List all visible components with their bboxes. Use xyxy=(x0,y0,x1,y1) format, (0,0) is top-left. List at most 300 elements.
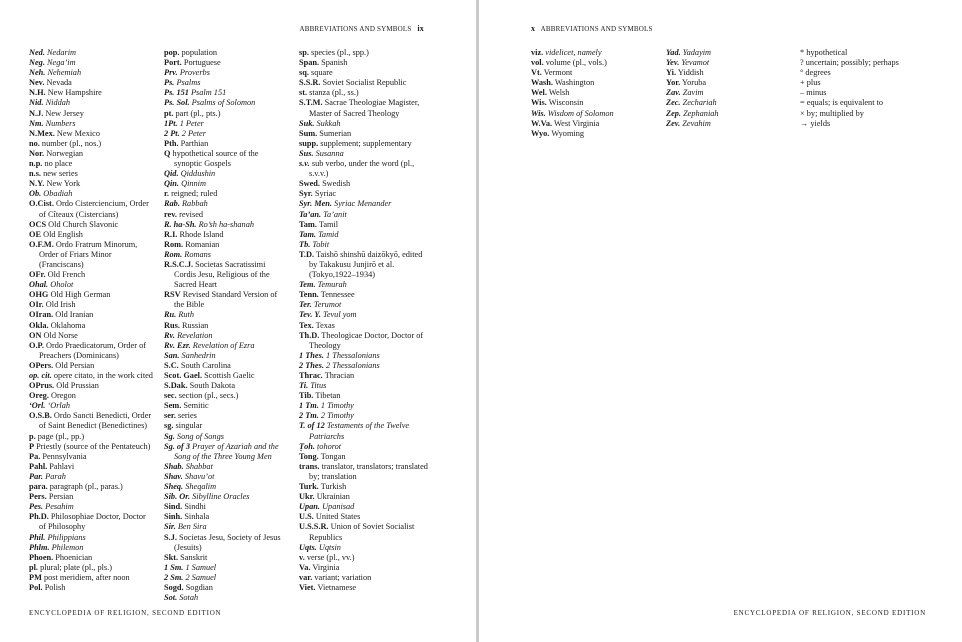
abbreviation-term: rev. xyxy=(164,209,177,219)
abbreviation-entry xyxy=(164,119,288,129)
abbreviation-entry xyxy=(29,310,153,320)
abbreviation-definition: volume (pl., vols.) xyxy=(545,58,607,68)
abbreviation-term: supp. xyxy=(299,138,319,148)
abbreviation-entry xyxy=(164,139,288,149)
abbreviation-definition: Nehemiah xyxy=(47,68,82,78)
abbreviation-term: op. cit. xyxy=(29,371,52,380)
abbreviation-definition: Philemon xyxy=(51,542,84,552)
abbreviation-definition: Sibylline Oracles xyxy=(192,492,250,502)
abbreviation-entry xyxy=(164,472,288,482)
abbreviation-definition: Sacrae Theologiae Magister, Master of Sacred Theology xyxy=(309,98,420,118)
abbreviation-entry xyxy=(299,411,429,421)
abbreviation-term: p. xyxy=(29,431,36,441)
abbreviation-entry xyxy=(164,210,288,220)
abbreviation-entry xyxy=(299,300,429,310)
abbreviation-term: O.P. xyxy=(29,340,44,350)
abbreviation-term: Sib. Or. xyxy=(164,492,191,502)
abbreviation-entry xyxy=(800,109,924,119)
abbreviation-term: Prv. xyxy=(164,68,178,78)
abbreviation-column-2 xyxy=(666,48,790,129)
abbreviation-term: Oreg. xyxy=(29,391,49,401)
abbreviation-entry xyxy=(29,230,153,240)
abbreviation-term: 2 Thes. xyxy=(299,360,324,370)
abbreviation-term: Pers. xyxy=(29,492,47,502)
abbreviation-definition: Rabbah xyxy=(181,199,208,209)
abbreviation-definition: Wisconsin xyxy=(548,98,584,108)
abbreviation-term: Thrac. xyxy=(299,371,323,380)
abbreviation-term: trans. xyxy=(299,461,320,471)
abbreviation-entry xyxy=(29,371,153,381)
abbreviation-term: Sogd. xyxy=(164,582,184,592)
abbreviation-definition: Spanish xyxy=(321,58,348,68)
abbreviation-term: 1 Thes. xyxy=(299,350,324,360)
abbreviation-entry xyxy=(164,391,288,401)
abbreviation-entry xyxy=(164,220,288,230)
abbreviation-definition: Ben Sira xyxy=(177,522,207,532)
abbreviation-definition: Romans xyxy=(184,249,212,259)
abbreviation-term: O.Cist. xyxy=(29,199,54,209)
abbreviation-entry xyxy=(800,119,924,129)
abbreviation-entry xyxy=(164,331,288,341)
abbreviation-entry xyxy=(164,290,288,310)
abbreviation-term: Rom. xyxy=(164,249,183,259)
abbreviation-entry xyxy=(164,593,288,603)
abbreviation-definition: Nevada xyxy=(46,78,72,88)
abbreviation-term: S.S.R. xyxy=(299,78,321,88)
abbreviation-entry xyxy=(164,482,288,492)
abbreviation-entry xyxy=(29,199,153,219)
abbreviation-definition: singular xyxy=(175,421,203,431)
abbreviation-definition: equals; is equivalent to xyxy=(806,98,884,108)
abbreviation-entry xyxy=(29,109,153,119)
abbreviation-entry xyxy=(164,563,288,573)
abbreviation-entry xyxy=(164,533,288,553)
abbreviation-term: U.S. xyxy=(299,512,314,522)
abbreviation-term: sq. xyxy=(299,68,309,78)
abbreviation-entry xyxy=(299,58,429,68)
abbreviation-definition: Soviet Socialist Republic xyxy=(322,78,407,88)
abbreviation-term: Vt. xyxy=(531,68,542,78)
abbreviation-entry xyxy=(666,98,790,108)
page-number: ix xyxy=(417,24,424,33)
abbreviation-definition: opere citato, in the work cited xyxy=(53,371,153,380)
abbreviation-term: Wis. xyxy=(531,108,546,118)
abbreviation-entry xyxy=(29,149,153,159)
abbreviation-column-2 xyxy=(164,48,288,603)
abbreviation-definition: square xyxy=(311,68,333,78)
abbreviation-term: sp. xyxy=(299,48,309,57)
abbreviation-definition: Revelation of Ezra xyxy=(192,340,255,350)
abbreviation-entry xyxy=(299,149,429,159)
abbreviation-definition: Wyoming xyxy=(551,128,584,138)
abbreviation-definition: yields xyxy=(810,118,831,128)
abbreviation-definition: 2 Samuel xyxy=(185,572,217,582)
right-page xyxy=(479,0,962,642)
abbreviation-term: R.I. xyxy=(164,229,178,239)
abbreviation-definition: Old Irish xyxy=(45,300,76,310)
abbreviation-definition: Ordo Sancti Benedicti, Order of Saint Benedict (Benedictines) xyxy=(39,411,152,431)
abbreviation-definition: part (pl., pts.) xyxy=(175,108,221,118)
left-page xyxy=(0,0,476,642)
abbreviation-term: para. xyxy=(29,482,48,492)
abbreviation-definition: Syriac xyxy=(314,189,337,199)
symbol: = xyxy=(800,98,805,108)
abbreviation-definition: Song of Songs xyxy=(176,431,224,441)
abbreviation-term: Turk. xyxy=(299,482,319,492)
symbols-column xyxy=(800,48,924,129)
abbreviation-definition: Priestly (source of the Pentateuch) xyxy=(36,441,151,451)
abbreviation-entry xyxy=(29,290,153,300)
abbreviation-entry xyxy=(29,88,153,98)
abbreviation-term: Qin. xyxy=(164,179,179,189)
abbreviation-entry xyxy=(29,280,153,290)
running-head xyxy=(300,24,424,33)
abbreviation-term: Pth. xyxy=(164,138,179,148)
abbreviation-entry xyxy=(531,78,655,88)
running-head-title: ABBREVIATIONS AND SYMBOLS xyxy=(540,25,653,33)
abbreviation-definition: new series xyxy=(43,169,78,179)
abbreviation-definition: Ukrainian xyxy=(316,492,350,502)
abbreviation-definition: Tamid xyxy=(318,229,339,239)
abbreviation-term: Sum. xyxy=(299,128,318,138)
abbreviation-entry xyxy=(299,321,429,331)
abbreviation-term: Pa. xyxy=(29,451,41,461)
abbreviation-term: Tev. Y. xyxy=(299,310,321,320)
abbreviation-definition: United States xyxy=(315,512,361,522)
abbreviation-term: Ohal. xyxy=(29,280,49,290)
abbreviation-entry xyxy=(164,250,288,260)
abbreviation-term: Sinh. xyxy=(164,512,183,522)
abbreviation-term: Sheq. xyxy=(164,482,184,492)
abbreviation-definition: Nega’im xyxy=(46,58,76,68)
abbreviation-term: pop. xyxy=(164,48,180,57)
abbreviation-entry xyxy=(164,321,288,331)
abbreviation-definition: population xyxy=(181,48,218,57)
page-footer: ENCYCLOPEDIA OF RELIGION, SECOND EDITION xyxy=(29,609,222,617)
abbreviation-definition: Temurah xyxy=(317,280,347,290)
abbreviation-definition: New Jersey xyxy=(45,108,84,118)
abbreviation-entry xyxy=(299,280,429,290)
abbreviation-definition: no place xyxy=(44,159,73,169)
abbreviation-definition: revised xyxy=(179,209,204,219)
abbreviation-definition: Vermont xyxy=(543,68,573,78)
abbreviation-entry xyxy=(299,553,429,563)
abbreviation-definition: Shabbat xyxy=(185,461,213,471)
abbreviation-term: Sem. xyxy=(164,401,182,411)
abbreviation-entry xyxy=(299,48,429,58)
abbreviation-entry xyxy=(299,220,429,230)
abbreviation-definition: paragraph (pl., paras.) xyxy=(49,482,123,492)
abbreviation-entry xyxy=(29,563,153,573)
abbreviation-entry xyxy=(29,502,153,512)
abbreviation-term: Sind. xyxy=(164,502,183,512)
abbreviation-term: pl. xyxy=(29,562,38,572)
abbreviation-entry xyxy=(29,98,153,108)
abbreviation-term: OCS xyxy=(29,219,47,229)
abbreviation-definition: Pahlavi xyxy=(49,461,75,471)
abbreviation-definition: Oklahoma xyxy=(50,320,86,330)
abbreviation-definition: New Mexico xyxy=(56,128,100,138)
abbreviation-term: sec. xyxy=(164,391,177,401)
abbreviation-definition: Ordo Cisterciencium, Order of Cîteaux (Cistercians) xyxy=(39,199,149,219)
abbreviation-term: Wel. xyxy=(531,88,547,98)
abbreviation-definition: Old English xyxy=(43,229,83,239)
abbreviation-term: O.F.M. xyxy=(29,239,54,249)
abbreviation-term: Ti. xyxy=(299,381,309,391)
abbreviation-term: Sg. xyxy=(164,431,175,441)
abbreviation-definition: Old High German xyxy=(50,290,111,300)
abbreviation-entry xyxy=(164,401,288,411)
abbreviation-term: Scot. Gael. xyxy=(164,371,203,380)
abbreviation-term: U.S.S.R. xyxy=(299,522,329,532)
abbreviation-definition: Sanhedrin xyxy=(181,350,216,360)
abbreviation-definition: sub verbo, under the word (pl., s.v.v.) xyxy=(309,159,415,179)
abbreviation-definition: Psalm 151 xyxy=(190,88,227,98)
abbreviation-definition: videlicet, namely xyxy=(545,48,602,57)
abbreviation-entry xyxy=(164,351,288,361)
abbreviation-entry xyxy=(164,310,288,320)
abbreviation-definition: Old Persian xyxy=(55,360,95,370)
abbreviation-entry xyxy=(299,522,429,542)
abbreviation-entry xyxy=(29,240,153,270)
abbreviation-term: RSV xyxy=(164,290,181,300)
abbreviation-definition: uncertain; possibly; perhaps xyxy=(805,58,899,68)
abbreviation-definition: 2 Peter xyxy=(181,128,206,138)
abbreviation-term: Swed. xyxy=(299,179,320,189)
abbreviation-definition: Shavu’ot xyxy=(184,471,215,481)
abbreviation-definition: stanza (pl., ss.) xyxy=(309,88,359,98)
abbreviation-entry xyxy=(29,129,153,139)
abbreviation-entry xyxy=(29,411,153,431)
abbreviation-definition: Sinhala xyxy=(184,512,210,522)
abbreviation-entry xyxy=(164,502,288,512)
abbreviation-entry xyxy=(299,492,429,502)
abbreviation-definition: Semitic xyxy=(183,401,209,411)
abbreviation-entry xyxy=(164,421,288,431)
abbreviation-term: Okla. xyxy=(29,320,49,330)
abbreviation-entry xyxy=(29,482,153,492)
abbreviation-entry xyxy=(164,189,288,199)
abbreviation-entry xyxy=(164,411,288,421)
abbreviation-entry xyxy=(164,522,288,532)
abbreviation-definition: Wisdom of Solomon xyxy=(547,108,614,118)
abbreviation-term: Ps. 151 xyxy=(164,88,189,98)
abbreviation-entry xyxy=(299,189,429,199)
abbreviation-term: Ta’an. xyxy=(299,209,322,219)
abbreviation-definition: Niddah xyxy=(45,98,71,108)
abbreviation-term: OPers. xyxy=(29,360,54,370)
abbreviation-definition: Ta’anit xyxy=(323,209,347,219)
abbreviation-term: ON xyxy=(29,330,42,340)
abbreviation-term: W.Va. xyxy=(531,118,553,128)
abbreviation-entry xyxy=(164,583,288,593)
abbreviation-definition: by; multiplied by xyxy=(806,108,864,118)
abbreviation-entry xyxy=(299,512,429,522)
abbreviation-term: Yev. xyxy=(666,58,680,68)
abbreviation-term: Neg. xyxy=(29,58,45,68)
abbreviation-definition: New Hampshire xyxy=(47,88,102,98)
abbreviation-entry xyxy=(531,58,655,68)
abbreviation-column-3 xyxy=(299,48,429,593)
abbreviation-definition: Tevul yom xyxy=(322,310,357,320)
abbreviation-entry xyxy=(164,492,288,502)
abbreviation-term: Tong. xyxy=(299,451,319,461)
abbreviation-term: Pahl. xyxy=(29,461,48,471)
abbreviation-term: Tam. xyxy=(299,229,316,239)
abbreviation-entry xyxy=(299,129,429,139)
abbreviation-entry xyxy=(531,109,655,119)
abbreviation-term: Phil. xyxy=(29,532,46,542)
abbreviation-term: var. xyxy=(299,572,313,582)
abbreviation-definition: degrees xyxy=(805,68,831,78)
abbreviation-term: Rv. xyxy=(164,330,175,340)
abbreviation-term: Zav. xyxy=(666,88,681,98)
abbreviation-column-1 xyxy=(29,48,153,593)
abbreviation-term: Ukr. xyxy=(299,492,315,502)
abbreviation-entry xyxy=(29,573,153,583)
abbreviation-entry xyxy=(164,78,288,88)
abbreviation-entry xyxy=(164,109,288,119)
abbreviation-term: Uqts. xyxy=(299,542,317,552)
abbreviation-term: Ter. xyxy=(299,300,312,310)
abbreviation-term: st. xyxy=(299,88,308,98)
abbreviation-definition: Sogdian xyxy=(185,582,213,592)
abbreviation-entry xyxy=(29,583,153,593)
abbreviation-term: N.J. xyxy=(29,108,44,118)
abbreviation-term: N.Mex. xyxy=(29,128,55,138)
abbreviation-definition: series xyxy=(177,411,197,421)
abbreviation-definition: Sanskrit xyxy=(180,552,208,562)
abbreviation-entry xyxy=(299,391,429,401)
abbreviation-term: Q xyxy=(164,148,171,158)
abbreviation-entry xyxy=(666,48,790,58)
abbreviation-term: OIran. xyxy=(29,310,54,320)
abbreviation-definition: Sindhi xyxy=(184,502,206,512)
abbreviation-entry xyxy=(164,199,288,209)
abbreviation-term: San. xyxy=(164,350,180,360)
abbreviation-definition: Yevamot xyxy=(681,58,710,68)
abbreviation-definition: supplement; supplementary xyxy=(320,138,412,148)
abbreviation-entry xyxy=(29,78,153,88)
abbreviation-entry xyxy=(299,179,429,189)
abbreviation-term: OIr. xyxy=(29,300,44,310)
abbreviation-definition: variant; variation xyxy=(314,572,372,582)
abbreviation-term: OPrus. xyxy=(29,381,55,391)
abbreviation-entry xyxy=(29,391,153,401)
abbreviation-entry xyxy=(29,169,153,179)
abbreviation-term: Wyo. xyxy=(531,128,550,138)
abbreviation-entry xyxy=(800,68,924,78)
abbreviation-term: Pol. xyxy=(29,582,43,592)
abbreviation-term: Ps. xyxy=(164,78,175,88)
abbreviation-entry xyxy=(299,310,429,320)
abbreviation-definition: South Dakota xyxy=(189,381,236,391)
abbreviation-term: Ps. Sol. xyxy=(164,98,190,108)
symbol: * xyxy=(800,48,805,57)
abbreviation-entry xyxy=(164,58,288,68)
abbreviation-definition: Psalms xyxy=(176,78,201,88)
abbreviation-definition: South Carolina xyxy=(180,360,231,370)
abbreviation-entry xyxy=(164,230,288,240)
abbreviation-definition: Tongan xyxy=(320,451,346,461)
abbreviation-entry xyxy=(299,290,429,300)
page-footer: ENCYCLOPEDIA OF RELIGION, SECOND EDITION xyxy=(733,609,926,617)
abbreviation-entry xyxy=(800,98,924,108)
abbreviation-term: Phlm. xyxy=(29,542,50,552)
abbreviation-definition: Terumot xyxy=(313,300,342,310)
abbreviation-definition: Zavim xyxy=(682,88,704,98)
abbreviation-entry xyxy=(29,179,153,189)
abbreviation-entry xyxy=(29,159,153,169)
abbreviation-definition: translator, translators; translated by; translation xyxy=(309,461,428,481)
running-head-title: ABBREVIATIONS AND SYMBOLS xyxy=(299,25,412,33)
abbreviation-definition: Sheqalim xyxy=(185,482,217,492)
abbreviation-definition: Revelation xyxy=(177,330,213,340)
abbreviation-entry xyxy=(299,502,429,512)
abbreviation-entry xyxy=(164,553,288,563)
abbreviation-definition: Revised Standard Version of the Bible xyxy=(174,290,278,310)
abbreviation-term: S.C. xyxy=(164,360,179,370)
abbreviation-definition: Parthian xyxy=(180,138,209,148)
abbreviation-entry xyxy=(299,88,429,98)
abbreviation-definition: Turkish xyxy=(320,482,347,492)
abbreviation-entry xyxy=(164,573,288,583)
abbreviation-entry xyxy=(29,462,153,472)
abbreviation-entry xyxy=(800,58,924,68)
abbreviation-term: Th.D. xyxy=(299,330,320,340)
abbreviation-term: Skt. xyxy=(164,552,179,562)
abbreviation-definition: Nedarim xyxy=(46,48,77,57)
abbreviation-term: Sir. xyxy=(164,522,176,532)
abbreviation-term: sg. xyxy=(164,421,174,431)
abbreviation-term: 2 Pt. xyxy=(164,128,180,138)
abbreviation-entry xyxy=(164,432,288,442)
abbreviation-entry xyxy=(29,300,153,310)
abbreviation-term: Nor. xyxy=(29,148,45,158)
abbreviation-definition: Uqtsin xyxy=(318,542,341,552)
abbreviation-term: Nid. xyxy=(29,98,44,108)
abbreviation-entry xyxy=(29,270,153,280)
abbreviation-term: Nev. xyxy=(29,78,45,88)
abbreviation-entry xyxy=(164,48,288,58)
abbreviation-term: Tex. xyxy=(299,320,314,330)
abbreviation-definition: 1 Thessalonians xyxy=(325,350,380,360)
running-head xyxy=(531,24,653,33)
abbreviation-definition: Susanna xyxy=(315,148,344,158)
abbreviation-definition: Prayer of Azariah and the Song of the Three Young Men xyxy=(174,441,279,461)
abbreviation-entry xyxy=(299,331,429,351)
abbreviation-term: Tb. xyxy=(299,239,311,249)
abbreviation-definition: Persian xyxy=(48,492,74,502)
abbreviation-definition: Yadayim xyxy=(682,48,712,57)
abbreviation-term: Va. xyxy=(299,562,311,572)
abbreviation-term: Shav. xyxy=(164,471,183,481)
abbreviation-entry xyxy=(299,68,429,78)
abbreviation-entry xyxy=(299,159,429,179)
abbreviation-term: T.D. xyxy=(299,249,315,259)
abbreviation-term: N.Y. xyxy=(29,179,45,189)
abbreviation-definition: Washington xyxy=(554,78,595,88)
abbreviation-definition: Philippians xyxy=(47,532,86,542)
abbreviation-definition: Tibetan xyxy=(315,391,341,401)
abbreviation-definition: Ordo Praedicatorum, Order of Preachers (Dominicans) xyxy=(39,340,146,360)
abbreviation-definition: Yoruba xyxy=(682,78,707,88)
abbreviation-definition: Rhode Island xyxy=(179,229,224,239)
abbreviation-definition: ‘Orlah xyxy=(47,401,71,411)
abbreviation-entry xyxy=(299,119,429,129)
abbreviation-definition: Pesahim xyxy=(45,502,74,512)
abbreviation-definition: Phoenician xyxy=(55,552,93,562)
